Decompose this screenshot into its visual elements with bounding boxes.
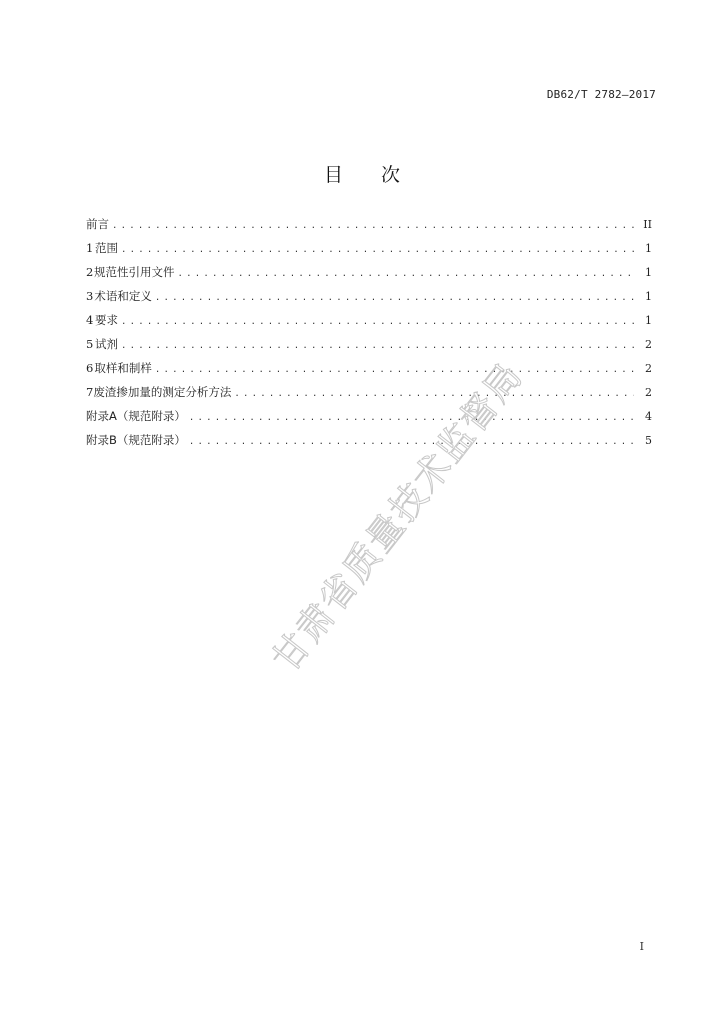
toc-entry-page: 1 (645, 266, 652, 279)
toc-entry-number: 1 (86, 241, 94, 255)
watermark: 甘肃省质量技术监督局 (265, 354, 532, 680)
toc-entry-normative-references[interactable] (86, 264, 652, 288)
toc-entry-analysis-method[interactable] (86, 384, 652, 408)
toc-entry-label: 术语和定义 (94, 289, 152, 303)
toc-leader-dots (155, 293, 634, 303)
toc-entry-reagents[interactable] (86, 336, 652, 360)
toc-entry-page: 2 (645, 338, 652, 351)
toc-leader-dots (155, 365, 634, 375)
toc-entry-appendix-b[interactable] (86, 432, 652, 456)
toc-entry-label: 试剂 (94, 337, 118, 351)
toc-entry-page: II (643, 218, 652, 231)
toc-entry-number: 5 (86, 337, 94, 351)
toc-leader-dots (177, 269, 634, 279)
toc-entry-foreword[interactable] (86, 216, 652, 240)
toc-leader-dots (234, 389, 634, 399)
toc-entry-requirements[interactable] (86, 312, 652, 336)
page-number: I (639, 940, 644, 953)
toc-entry-sampling[interactable] (86, 360, 652, 384)
toc-leader-dots (121, 341, 634, 351)
toc-leader-dots (189, 413, 634, 423)
toc-entry-page: 2 (645, 362, 652, 375)
toc-entry-number: 7 (86, 385, 94, 399)
toc-entry-page: 1 (645, 242, 652, 255)
table-of-contents (86, 216, 652, 456)
toc-entry-number: 4 (86, 313, 94, 327)
toc-entry-page: 1 (645, 290, 652, 303)
toc-leader-dots (121, 245, 634, 255)
toc-title-char-2: 次 (381, 164, 401, 186)
toc-leader-dots (112, 221, 634, 231)
toc-title-char-1: 目 (323, 164, 343, 186)
toc-entry-number: 6 (86, 361, 94, 375)
toc-title (0, 160, 724, 187)
toc-entry-label: 废渣掺加量的测定分析方法 (93, 385, 232, 399)
toc-entry-page: 4 (645, 410, 652, 423)
toc-entry-page: 1 (645, 314, 652, 327)
toc-entry-terms-definitions[interactable] (86, 288, 652, 312)
toc-entry-label: 取样和制样 (94, 361, 152, 375)
toc-entry-appendix-a[interactable] (86, 408, 652, 432)
toc-entry-page: 5 (645, 434, 652, 447)
toc-leader-dots (189, 437, 634, 447)
toc-entry-number: 3 (86, 289, 94, 303)
toc-leader-dots (121, 317, 634, 327)
toc-entry-number: 2 (86, 265, 94, 279)
toc-entry-page: 2 (645, 386, 652, 399)
toc-entry-label: 要求 (94, 313, 118, 327)
toc-entry-label: 规范性引用文件 (93, 265, 175, 279)
toc-entry-label: 附录A（规范附录） (86, 409, 186, 423)
toc-entry-label: 前言 (86, 217, 109, 231)
toc-entry-label: 范围 (94, 241, 118, 255)
document-code: DB62/T 2782—2017 (546, 88, 656, 101)
toc-entry-scope[interactable] (86, 240, 652, 264)
toc-entry-label: 附录B（规范附录） (86, 433, 186, 447)
